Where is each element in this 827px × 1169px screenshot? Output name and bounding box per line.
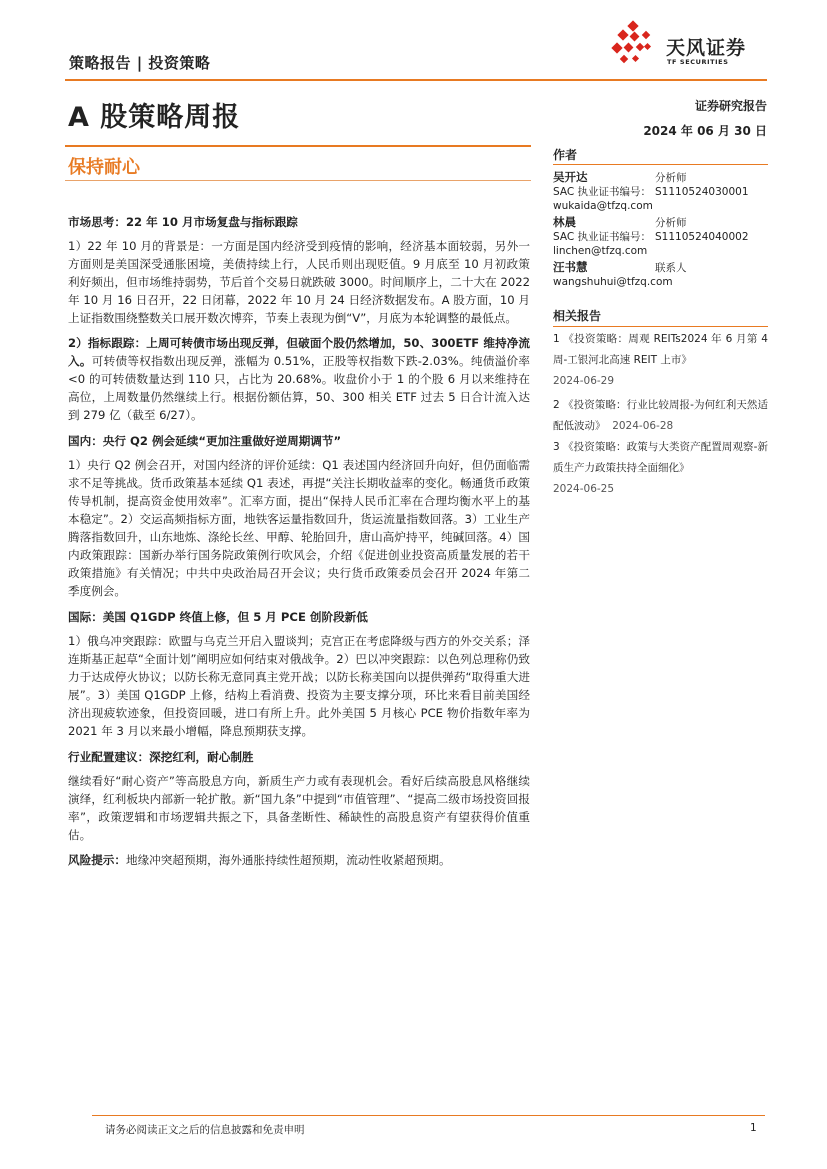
related-rule — [553, 326, 768, 327]
risk-label: 风险提示： — [68, 853, 126, 867]
cert-label: SAC 执业证书编号： — [553, 231, 652, 243]
cert-label: SAC 执业证书编号： — [553, 186, 652, 198]
logo-mark-icon — [611, 20, 663, 72]
related-report-title[interactable]: 2 《投资策略：行业比较周报-为何红利天然适配低波动》 — [553, 399, 768, 432]
header-rule — [65, 79, 767, 81]
authors-rule — [553, 164, 768, 165]
report-date: 2024 年 06 月 30 日 — [643, 124, 767, 138]
paragraph: 1）央行 Q2 例会召开，对国内经济的评价延续：Q1 表述国内经济回升向好，但仍面临需求不足等挑战。货币政策基本延续 Q1 表述，再提“关注长期收益率的变化。畅通货币政策传导机制，提高资金使用效率”。汇率方面，提出“保持人民币汇率在合理均衡水平上的基本稳定”。2）交运高频指标方面，地铁客运量指数回升，货运流量指数回落。3）工业生产腾落指数回升，山东地炼、涤纶长丝、甲醇、轮胎回升，唐山高炉持平，纯碱回落。4）国内政策跟踪：国新办举行国务院政策例行吹风会，介绍《促进创业投资高质量发展的若干政策措施》有关情况；中共中央政治局召开会议；央行货币政策委员会召开 2024 年第二季度例会。 — [68, 458, 530, 598]
title-rule — [65, 145, 531, 147]
paragraph-text: 可转债等权指数出现反弹，涨幅为 0.51%，正股等权指数下跌-2.03%。纯债溢价率<0 的可转债数量达到 110 只，占比为 20.68%。收盘价小于 1 的个股 6 月以来维持在高位，上周数量仍然继续上行。根据份额估算，50、300 相关 ETF 过去 5 日合计流入达到 279 亿（截至 6/27）。 — [68, 354, 530, 422]
related-report-title[interactable]: 3 《投资策略：政策与大类资产配置周观察-新质生产力政策扶持全面细化》 — [553, 441, 768, 474]
related-report-date: 2024-06-25 — [553, 483, 615, 495]
section-heading: 市场思考：22 年 10 月市场复盘与指标跟踪 — [68, 215, 298, 229]
footer-disclaimer[interactable]: 请务必阅读正文之后的信息披露和免责申明 — [105, 1124, 305, 1136]
related-report-item[interactable] — [553, 329, 768, 392]
page-title: A 股策略周报 — [68, 102, 241, 133]
author-email[interactable]: wukaida@tfzq.com — [553, 200, 653, 212]
author-role: 分析师 — [655, 172, 687, 184]
paragraph — [68, 334, 530, 424]
related-report-date: 2024-06-29 — [553, 375, 615, 387]
author-email[interactable]: wangshuhui@tfzq.com — [553, 276, 673, 288]
risk-note — [68, 851, 530, 869]
author-card — [553, 260, 768, 289]
paragraph: 1）俄乌冲突跟踪：欧盟与乌克兰开启入盟谈判；克宫正在考虑降级与西方的外交关系；泽连斯基正起草“全面计划”阐明应如何结束对俄战争。2）巴以冲突跟踪：以色列总理称仍致力于达成停火协议；以防长称无意同真主党开战；以防长称美国向以提供弹药“取得重大进展”。3）美国 Q1GDP 上修，结构上看消费、投资为主要支撑分项，环比来看目前美国经济出现疲软迹象，但投资回暖，进口有所上升。此外美国 5 月核心 PCE 物价指数年率为 2021 年 3 月以来最小增幅，降息预期获支撑。 — [68, 634, 530, 738]
author-card — [553, 170, 768, 213]
paragraph: 继续看好“耐心资产”等高股息方向，新质生产力或有表现机会。看好后续高股息风格继续演绎，红利板块内部新一轮扩散。新“国九条”中提到“市值管理”、“提高二级市场投资回报率”，政策逻辑和市场逻辑共振之下，具备垄断性、稀缺性的高股息资产有望获得价值重估。 — [68, 774, 530, 842]
author-name: 林晨 — [553, 215, 576, 229]
risk-text: 地缘冲突超预期，海外通胀持续性超预期，流动性收紧超预期。 — [125, 853, 451, 867]
related-heading: 相关报告 — [553, 309, 602, 323]
related-report-title[interactable]: 1 《投资策略：周观 REITs2024 年 6 月第 4 周-工银河北高速 REIT 上市》 — [553, 333, 768, 366]
logo-name: 天风证券 — [666, 37, 747, 59]
author-role: 分析师 — [655, 217, 687, 229]
logo-subtitle: TF SECURITIES — [667, 58, 729, 66]
cert-number: S1110524030001 — [655, 186, 749, 198]
footer-rule — [92, 1115, 765, 1116]
report-body — [68, 205, 530, 876]
section-heading: 国际：美国 Q1GDP 终值上修，但 5 月 PCE 创阶段新低 — [68, 610, 368, 624]
section-heading: 行业配置建议：深挖红利，耐心制胜 — [68, 750, 254, 764]
page-subtitle: 保持耐心 — [68, 157, 140, 178]
related-report-item[interactable] — [553, 437, 768, 500]
subtitle-rule — [65, 180, 531, 181]
authors-heading: 作者 — [553, 148, 578, 162]
related-report-date: 2024-06-28 — [612, 420, 674, 432]
cert-number: S1110524040002 — [655, 231, 749, 243]
author-card — [553, 215, 768, 258]
section-heading: 国内：央行 Q2 例会延续“更加注重做好逆周期调节” — [68, 434, 342, 448]
paragraph: 1）22 年 10 月的背景是：一方面是国内经济受到疫情的影响，经济基本面较弱，另外一方面则是美国深受通胀困境，美债持续上行，人民币则出现贬值。9 月底至 10 月初政策利好频出，但市场维持弱势，节后首个交易日就跌破 3000。时间顺序上，二十大在 2022 年 10 月 16 日召开，22 日闭幕，2022 年 10 月 24 日经济数据发布。A 股方面，10 月上证指数围绕整数关口展开数次博弈，节奏上表现为倒“V”，月底为本轮调整的最低点。 — [68, 239, 530, 325]
author-name: 吴开达 — [553, 170, 588, 184]
author-name: 汪书慧 — [553, 260, 588, 274]
related-report-item[interactable] — [553, 395, 768, 437]
author-email[interactable]: linchen@tfzq.com — [553, 245, 648, 257]
paragraph-lead: 2）指标跟踪：上周可转债市场出现反弹，但破面个股仍然增加，50、300ETF 维持净流入。 — [68, 336, 530, 368]
author-role: 联系人 — [655, 262, 687, 274]
report-type: 证券研究报告 — [694, 99, 767, 113]
breadcrumb: 策略报告 | 投资策略 — [69, 54, 211, 72]
page-number: 1 — [750, 1122, 757, 1134]
